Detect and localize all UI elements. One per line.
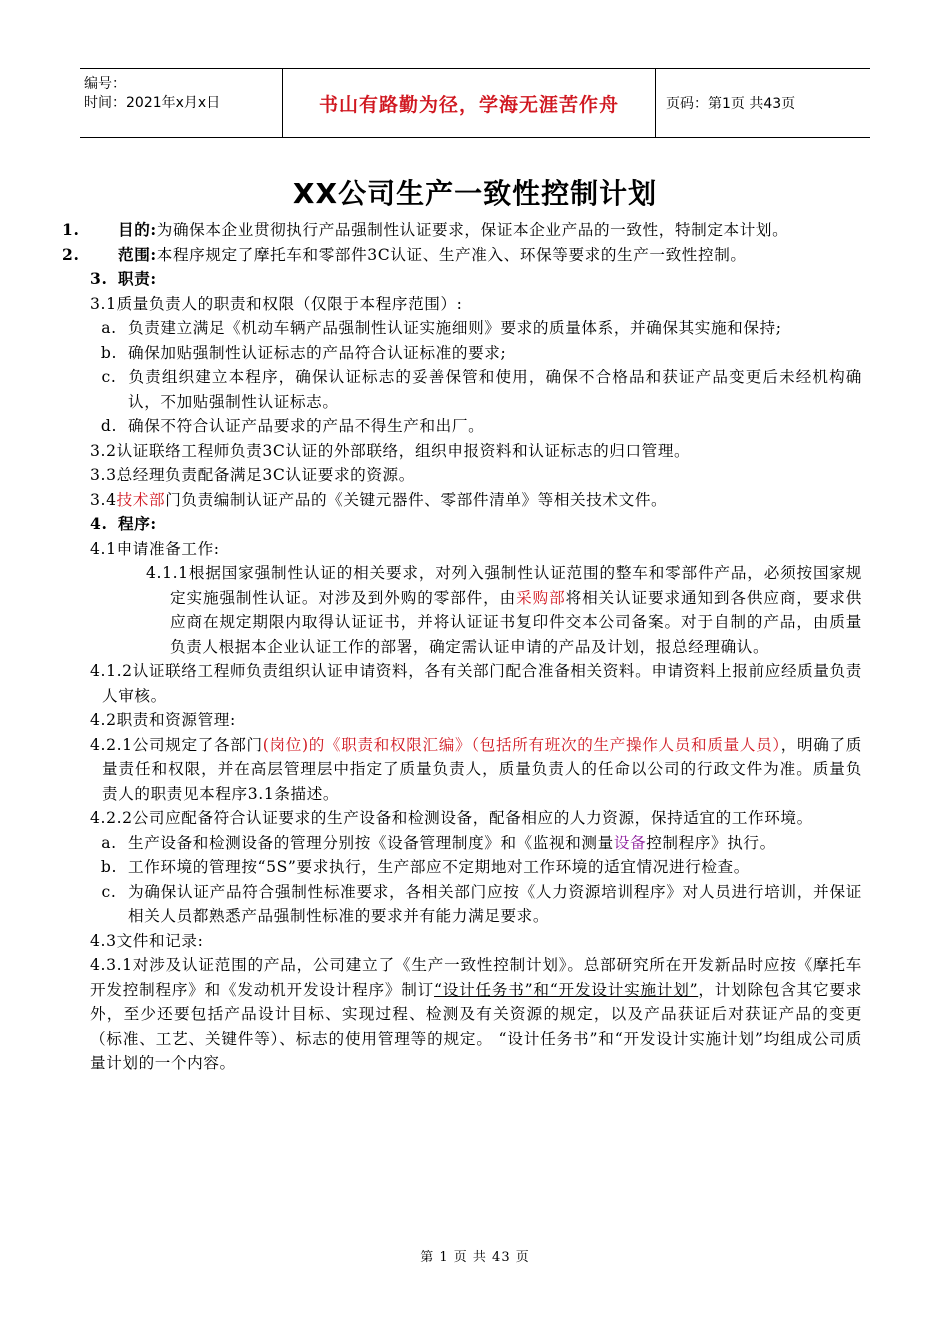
section-3-1: 3.1质量负责人的职责和权限（仅限于本程序范围）: — [90, 294, 463, 313]
list-item-3-1-d: d. 确保不符合认证产品要求的产品不得生产和出厂。 — [100, 417, 485, 435]
section-4-2-1: 4.2.1公司规定了各部门(岗位)的《职责和权限汇编》（包括所有班次的生产操作人员和质量人员），明确了质量责任和权限，并在高层管理层中指定了质量负责人，质量负责人的任命以公司的行政文件为准。质量负责人的职责见本程序3.1条描述。 — [90, 735, 863, 803]
section-purpose: 1. 目的:为确保本企业贯彻执行产品强制性认证要求，保证本企业产品的一致性，特制定本计划。 — [62, 220, 789, 239]
header-motto: 书山有路勤为径，学海无涯苦作舟 — [318, 93, 619, 116]
section-3-2: 3.2认证联络工程师负责3C认证的外部联络，组织申报资料和认证标志的归口管理。 — [90, 441, 691, 460]
header-meta — [80, 69, 282, 137]
header-page-info: 页码：第1页 共43页 — [666, 96, 796, 112]
list-item-4-2-a: a. 生产设备和检测设备的管理分别按《设备管理制度》和《监视和测量设备控制程序》执行。 — [101, 833, 776, 852]
section-scope: 2. 范围:本程序规定了摩托车和零部件3C认证、生产准入、环保等要求的生产一致性控制。 — [62, 244, 747, 264]
section-4-2: 4.2职责和资源管理: — [90, 711, 236, 729]
list-item-3-1-b: b. 确保加贴强制性认证标志的产品符合认证标准的要求; — [100, 343, 507, 362]
section-4-1-1: 4.1.1根据国家强制性认证的相关要求，对列入强制性认证范围的整车和零部件产品，必须按国家规定实施强制性认证。对涉及到外购的零部件，由采购部将相关认证要求通知到各供应商，要求供应商在规定期限内取得认证证书，并将认证证书复印件交本公司备案。对于自制的产品，由质量负责人根据本企业认证工作的部署，确定需认证申请的产品及计划，报总经理确认。 — [146, 564, 862, 656]
section-3-3: 3.3总经理负责配备满足3C认证要求的资源。 — [90, 466, 415, 484]
section-4-3-1: 4.3.1对涉及认证范围的产品，公司建立了《生产一致性控制计划》。总部研究所在开发新品时应按《摩托车开发控制程序》和《发动机开发设计程序》制订“设计任务书”和“开发设计实施计划”，计划除包含其它要求外，至少还要包括产品设计目标、实现过程、检测及有关资源的规定，以及产品获证后对获证产品的变更（标准、工艺、关键件等）、标志的使用管理等的规定。 “设计任务书”和“开发设计实施计划”均组成公司质量计划的一个内容。 — [90, 956, 862, 1072]
doc-number-label: 编号： — [84, 76, 126, 92]
list-item-4-2-c: c. 为确保认证产品符合强制性标准要求，各相关部门应按《人力资源培训程序》对人员进行培训，并保证相关人员都熟悉产品强制性标准的要求并有能力满足要求。 — [101, 882, 862, 925]
section-procedure: 4. 程序: — [90, 514, 157, 533]
document-title: XX公司生产一致性控制计划 — [292, 177, 658, 210]
page-footer: 第 1 页 共 43 页 — [420, 1250, 530, 1265]
list-item-3-1-a: a. 负责建立满足《机动车辆产品强制性认证实施细则》要求的质量体系，并确保其实施和保持; — [101, 319, 782, 337]
section-4-3: 4.3文件和记录: — [90, 931, 204, 950]
document-body — [62, 218, 863, 1076]
section-4-1: 4.1申请准备工作: — [90, 539, 220, 558]
header-motto-cell — [282, 69, 656, 137]
list-item-4-2-b: b. 工作环境的管理按“5S”要求执行，生产部应不定期地对工作环境的适宜情况进行检查。 — [100, 858, 750, 876]
section-3-4: 3.4技术部门负责编制认证产品的《关键元器件、零部件清单》等相关技术文件。 — [90, 490, 668, 509]
section-4-1-2: 4.1.2认证联络工程师负责组织认证申请资料，各有关部门配合准备相关资料。申请资料上报前应经质量负责人审核。 — [90, 662, 862, 705]
section-4-2-2: 4.2.2公司应配备符合认证要求的生产设备和检测设备，配备相应的人力资源，保持适宜的工作环境。 — [90, 809, 813, 827]
list-item-3-1-c: c. 负责组织建立本程序，确保认证标志的妥善保管和使用，确保不合格品和获证产品变更后未经机构确认，不加贴强制性认证标志。 — [101, 368, 862, 411]
page-header — [80, 68, 870, 138]
section-duties: 3. 职责: — [90, 269, 157, 288]
doc-date: 时间：2021年x月x日 — [84, 95, 221, 111]
